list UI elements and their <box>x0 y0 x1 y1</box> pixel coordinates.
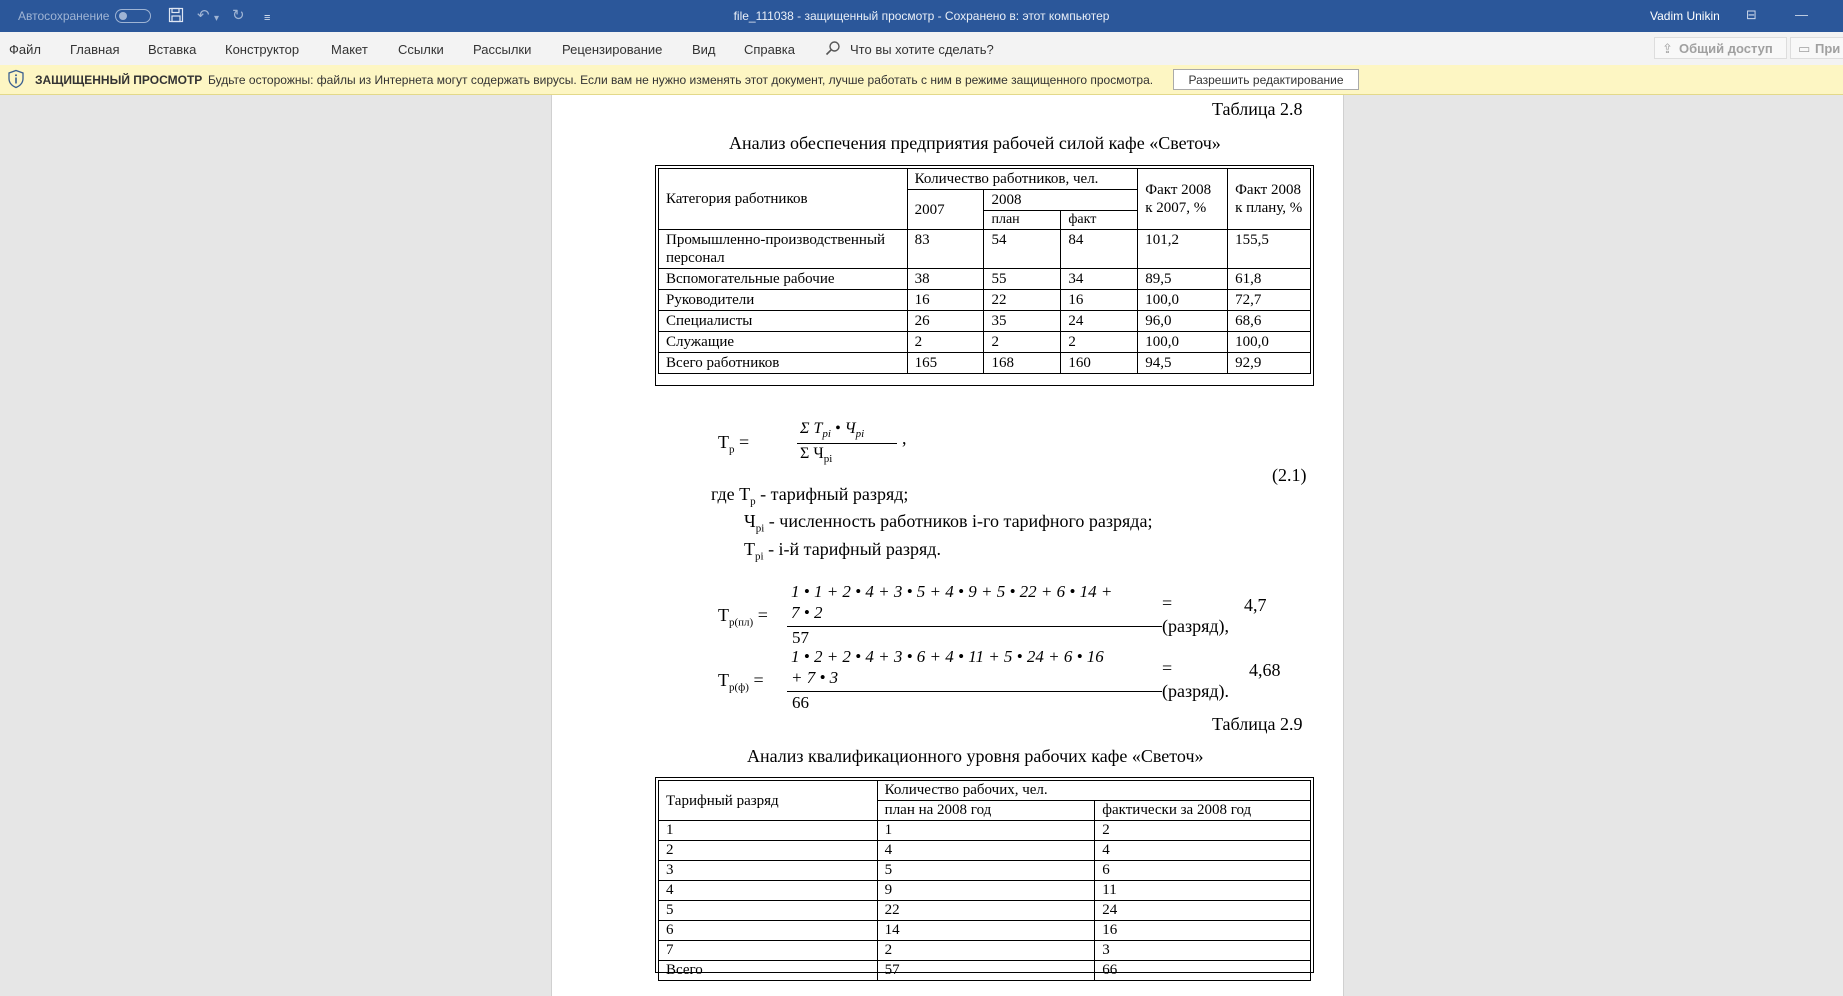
share-label: Общий доступ <box>1679 41 1773 56</box>
formula-lhs-subscript: р <box>729 443 735 456</box>
where2-text: Ч <box>744 511 756 531</box>
table1-cell-2007: 165 <box>907 353 984 374</box>
table-row <box>659 269 1311 290</box>
formula-num-sub2: pi <box>855 428 865 441</box>
table2 <box>658 780 1311 981</box>
table1-cell-2007: 16 <box>907 290 984 311</box>
table2-cell-plan: 14 <box>877 921 1095 941</box>
table2-cell-grade: Всего <box>659 961 878 981</box>
table1-header-category: Категория работников <box>659 169 908 230</box>
table2-cell-fact: 66 <box>1095 961 1311 981</box>
calc-plan-num-line2: 7 • 2 <box>791 603 823 622</box>
share-button[interactable] <box>1654 37 1787 59</box>
calc-plan-result-equals: = <box>1162 593 1173 613</box>
where-line-1 <box>711 484 908 508</box>
table2-cell-grade: 1 <box>659 821 878 841</box>
protected-view-bar <box>0 65 1843 95</box>
table2-cell-plan: 4 <box>877 841 1095 861</box>
calc-fact-subscript: р(ф) <box>729 681 749 694</box>
formula-numerator <box>800 420 864 440</box>
calc-plan-num-line1: 1 • 1 + 2 • 4 + 3 • 5 + 4 • 9 + 5 • 22 + 6 • 14 + <box>791 582 1113 601</box>
where1-rest: - тарифный разряд; <box>755 484 909 504</box>
formula-num-mid: • Ч <box>830 420 856 437</box>
table1-cell-2007: 38 <box>907 269 984 290</box>
tab-file[interactable]: Файл <box>9 42 41 57</box>
table-row <box>659 941 1311 961</box>
comments-label: При <box>1815 41 1841 56</box>
table2-cell-plan: 2 <box>877 941 1095 961</box>
table2-cell-fact: 16 <box>1095 921 1311 941</box>
table1-caption: Анализ обеспечения предприятия рабочей силой кафе «Светоч» <box>729 133 1221 153</box>
table1-cell-vs2007: 89,5 <box>1138 269 1228 290</box>
table2-cell-fact: 2 <box>1095 821 1311 841</box>
table1-cell-vs2007: 101,2 <box>1138 230 1228 269</box>
table2-cell-grade: 5 <box>659 901 878 921</box>
customize-toolbar-icon[interactable]: ≡ <box>264 12 271 24</box>
where3-rest: - i-й тарифный разряд. <box>763 539 941 559</box>
table-row <box>659 230 1311 269</box>
table-row <box>659 332 1311 353</box>
table2-cell-grade: 6 <box>659 921 878 941</box>
table1-cell-2007: 2 <box>907 332 984 353</box>
where3-sub: pi <box>755 550 764 563</box>
calc-plan-equals: = <box>757 605 768 625</box>
calc-fact-unit: (разряд). <box>1162 681 1230 701</box>
table1-cell-vsplan: 100,0 <box>1228 332 1311 353</box>
table1-header-vs2007-line1: Факт 2008 <box>1145 182 1212 198</box>
table1-cell-category: Служащие <box>659 332 908 353</box>
where2-sub: pi <box>755 522 765 535</box>
table2-cell-fact: 6 <box>1095 861 1311 881</box>
formula-num-sum: Σ T <box>800 420 823 437</box>
table1-cell-plan: 54 <box>984 230 1061 269</box>
table2-cell-plan: 57 <box>877 961 1095 981</box>
table2-header-grade: Тарифный разряд <box>659 781 878 821</box>
enable-editing-button[interactable]: Разрешить редактирование <box>1173 69 1359 90</box>
table1-header-plan: план <box>984 211 1061 230</box>
calc-fact-value: 4,68 <box>1249 660 1281 680</box>
table1-label: Таблица 2.8 <box>1212 99 1303 119</box>
table2-cell-fact: 4 <box>1095 841 1311 861</box>
where1-text: где Т <box>711 484 751 504</box>
user-name[interactable]: Vadim Unikin <box>1650 9 1720 23</box>
table1-cell-fact: 160 <box>1061 353 1138 374</box>
tab-mailings[interactable]: Рассылки <box>473 42 532 57</box>
table-row <box>659 290 1311 311</box>
table1-cell-category: Руководители <box>659 290 908 311</box>
table2-header-fact: фактически за 2008 год <box>1095 801 1311 821</box>
table-row <box>659 881 1311 901</box>
table1-header-fact: факт <box>1061 211 1138 230</box>
table-row <box>659 901 1311 921</box>
calc-plan-symbol: Т <box>718 605 729 625</box>
where2-rest: - численность работников i-го тарифного разряда; <box>764 511 1153 531</box>
where-line-2 <box>744 511 1152 535</box>
calc-plan-denominator: 57 <box>792 628 809 647</box>
tab-references[interactable]: Ссылки <box>398 42 444 57</box>
ribbon-display-icon[interactable]: ⊟ <box>1746 7 1757 22</box>
calc-fact-symbol: Т <box>718 670 729 690</box>
tab-insert[interactable]: Вставка <box>148 42 197 57</box>
formula-num-sub1: pi <box>822 428 831 441</box>
table2-cell-plan: 5 <box>877 861 1095 881</box>
table1-cell-vsplan: 72,7 <box>1228 290 1311 311</box>
tell-me-search[interactable]: Что вы хотите сделать? <box>850 42 994 57</box>
where3-text: Т <box>744 539 755 559</box>
table1-header-vs2007 <box>1138 169 1228 230</box>
tab-home[interactable]: Главная <box>70 42 120 57</box>
undo-dropdown-icon[interactable]: ▾ <box>214 13 220 24</box>
table1-cell-category: Всего работников <box>659 353 908 374</box>
table1-cell-fact: 84 <box>1061 230 1138 269</box>
tab-review[interactable]: Рецензирование <box>562 42 663 57</box>
table1-cell-plan: 168 <box>984 353 1061 374</box>
ribbon-tabs <box>0 32 1843 65</box>
calc-fact-fraction-line <box>787 691 1162 692</box>
formula-denominator <box>800 445 832 465</box>
table1-cell-plan: 55 <box>984 269 1061 290</box>
table1-cell-vs2007: 100,0 <box>1138 332 1228 353</box>
formula-lhs-symbol: Т <box>718 432 729 452</box>
tab-view[interactable]: Вид <box>692 42 716 57</box>
shield-info-icon <box>6 69 26 89</box>
table2-cell-fact: 24 <box>1095 901 1311 921</box>
tab-design[interactable]: Конструктор <box>225 42 300 57</box>
calc-plan-lhs <box>718 605 768 629</box>
autosave-label: Автосохранение <box>18 9 110 23</box>
table1-cell-category <box>659 230 908 269</box>
table2-cell-grade: 4 <box>659 881 878 901</box>
search-icon[interactable] <box>825 40 841 59</box>
table2-cell-fact: 11 <box>1095 881 1311 901</box>
where-line-3 <box>744 539 941 563</box>
comment-icon: ▭ <box>1798 41 1811 56</box>
where1-sub: р <box>750 495 756 508</box>
table2-caption: Анализ квалификационного уровня рабочих кафе «Светоч» <box>747 746 1204 766</box>
calc-plan-unit: (разряд), <box>1162 616 1230 636</box>
table1-cell-plan: 35 <box>984 311 1061 332</box>
table1-cell-vs2007: 94,5 <box>1138 353 1228 374</box>
calc-fact-num-line2: + 7 • 3 <box>791 668 839 687</box>
table2-cell-plan: 9 <box>877 881 1095 901</box>
table1-cell-fact: 2 <box>1061 332 1138 353</box>
table-row <box>659 921 1311 941</box>
calc-plan-fraction-line <box>787 626 1162 627</box>
table-row <box>659 961 1311 981</box>
calc-fact-num-line1: 1 • 2 + 2 • 4 + 3 • 6 + 4 • 11 + 5 • 24 + 6 • 16 <box>791 647 1104 666</box>
comments-button[interactable] <box>1790 37 1843 59</box>
table2-cell-plan: 1 <box>877 821 1095 841</box>
category-text: Промышленно-производственный <box>666 232 886 248</box>
table1-cell-plan: 22 <box>984 290 1061 311</box>
table1-cell-vsplan: 68,6 <box>1228 311 1311 332</box>
table1-cell-fact: 34 <box>1061 269 1138 290</box>
table1-cell-vs2007: 100,0 <box>1138 290 1228 311</box>
tab-layout[interactable]: Макет <box>331 42 368 57</box>
table1-cell-category: Специалисты <box>659 311 908 332</box>
table-row <box>659 311 1311 332</box>
table1 <box>658 168 1311 374</box>
table1-cell-2007: 83 <box>907 230 984 269</box>
formula-comma: , <box>902 428 907 448</box>
share-icon: ⇪ <box>1662 41 1673 56</box>
calc-plan-subscript: р(пл) <box>729 616 754 629</box>
calc-fact-denominator: 66 <box>792 693 809 712</box>
table1-cell-vsplan: 155,5 <box>1228 230 1311 269</box>
formula-number: (2.1) <box>1272 465 1307 485</box>
table2-cell-fact: 3 <box>1095 941 1311 961</box>
table2-cell-grade: 7 <box>659 941 878 961</box>
formula-equals: = <box>739 432 750 452</box>
table2-cell-grade: 2 <box>659 841 878 861</box>
table1-header-vsplan <box>1228 169 1311 230</box>
document-page <box>551 95 1344 996</box>
calc-plan-value: 4,7 <box>1244 595 1267 615</box>
calc-fact-lhs <box>718 670 764 694</box>
table2-header-plan: план на 2008 год <box>877 801 1095 821</box>
table1-header-vsplan-line2: к плану, % <box>1235 200 1303 216</box>
table1-cell-2007: 26 <box>907 311 984 332</box>
table-row <box>659 821 1311 841</box>
title-bar <box>0 0 1843 32</box>
table2-label: Таблица 2.9 <box>1212 714 1303 734</box>
formula-lhs <box>718 432 749 456</box>
table1-cell-vs2007: 96,0 <box>1138 311 1228 332</box>
table1-header-vs2007-line2: к 2007, % <box>1145 200 1207 216</box>
protected-view-message: Будьте осторожны: файлы из Интернета могут содержать вирусы. Если вам не нужно изменять этот документ, лучше работать с ним в режиме защищенного просмотра. <box>208 73 1154 87</box>
formula-den-sub: pi <box>823 453 833 466</box>
table-row <box>659 841 1311 861</box>
table1-header-2008: 2008 <box>984 190 1138 211</box>
table1-cell-fact: 24 <box>1061 311 1138 332</box>
document-title: file_111038 - защищенный просмотр - Сохранено в: этот компьютер <box>733 9 1110 23</box>
table1-cell-vsplan: 61,8 <box>1228 269 1311 290</box>
formula-fraction-line <box>797 443 897 444</box>
calc-fact-result-equals: = <box>1162 658 1173 678</box>
table1-header-2007: 2007 <box>907 190 984 230</box>
tab-help[interactable]: Справка <box>744 42 795 57</box>
category-text: персонал <box>666 250 725 266</box>
table-row <box>659 861 1311 881</box>
redo-icon[interactable]: ↻ <box>232 7 245 24</box>
minimize-icon[interactable]: — <box>1795 7 1808 22</box>
table-row <box>659 353 1311 374</box>
table1-cell-fact: 16 <box>1061 290 1138 311</box>
formula-den-sum: Σ Ч <box>800 445 824 462</box>
table1-header-count: Количество работников, чел. <box>907 169 1138 190</box>
table2-cell-grade: 3 <box>659 861 878 881</box>
undo-icon[interactable]: ↶ <box>197 7 210 24</box>
table1-header-vsplan-line1: Факт 2008 <box>1235 182 1301 198</box>
table1-cell-vsplan: 92,9 <box>1228 353 1311 374</box>
table1-cell-plan: 2 <box>984 332 1061 353</box>
calc-fact-equals: = <box>753 670 764 690</box>
protected-view-title: ЗАЩИЩЕННЫЙ ПРОСМОТР <box>35 73 203 87</box>
table2-header-count: Количество рабочих, чел. <box>877 781 1310 801</box>
table2-cell-plan: 22 <box>877 901 1095 921</box>
table1-cell-category: Вспомогательные рабочие <box>659 269 908 290</box>
